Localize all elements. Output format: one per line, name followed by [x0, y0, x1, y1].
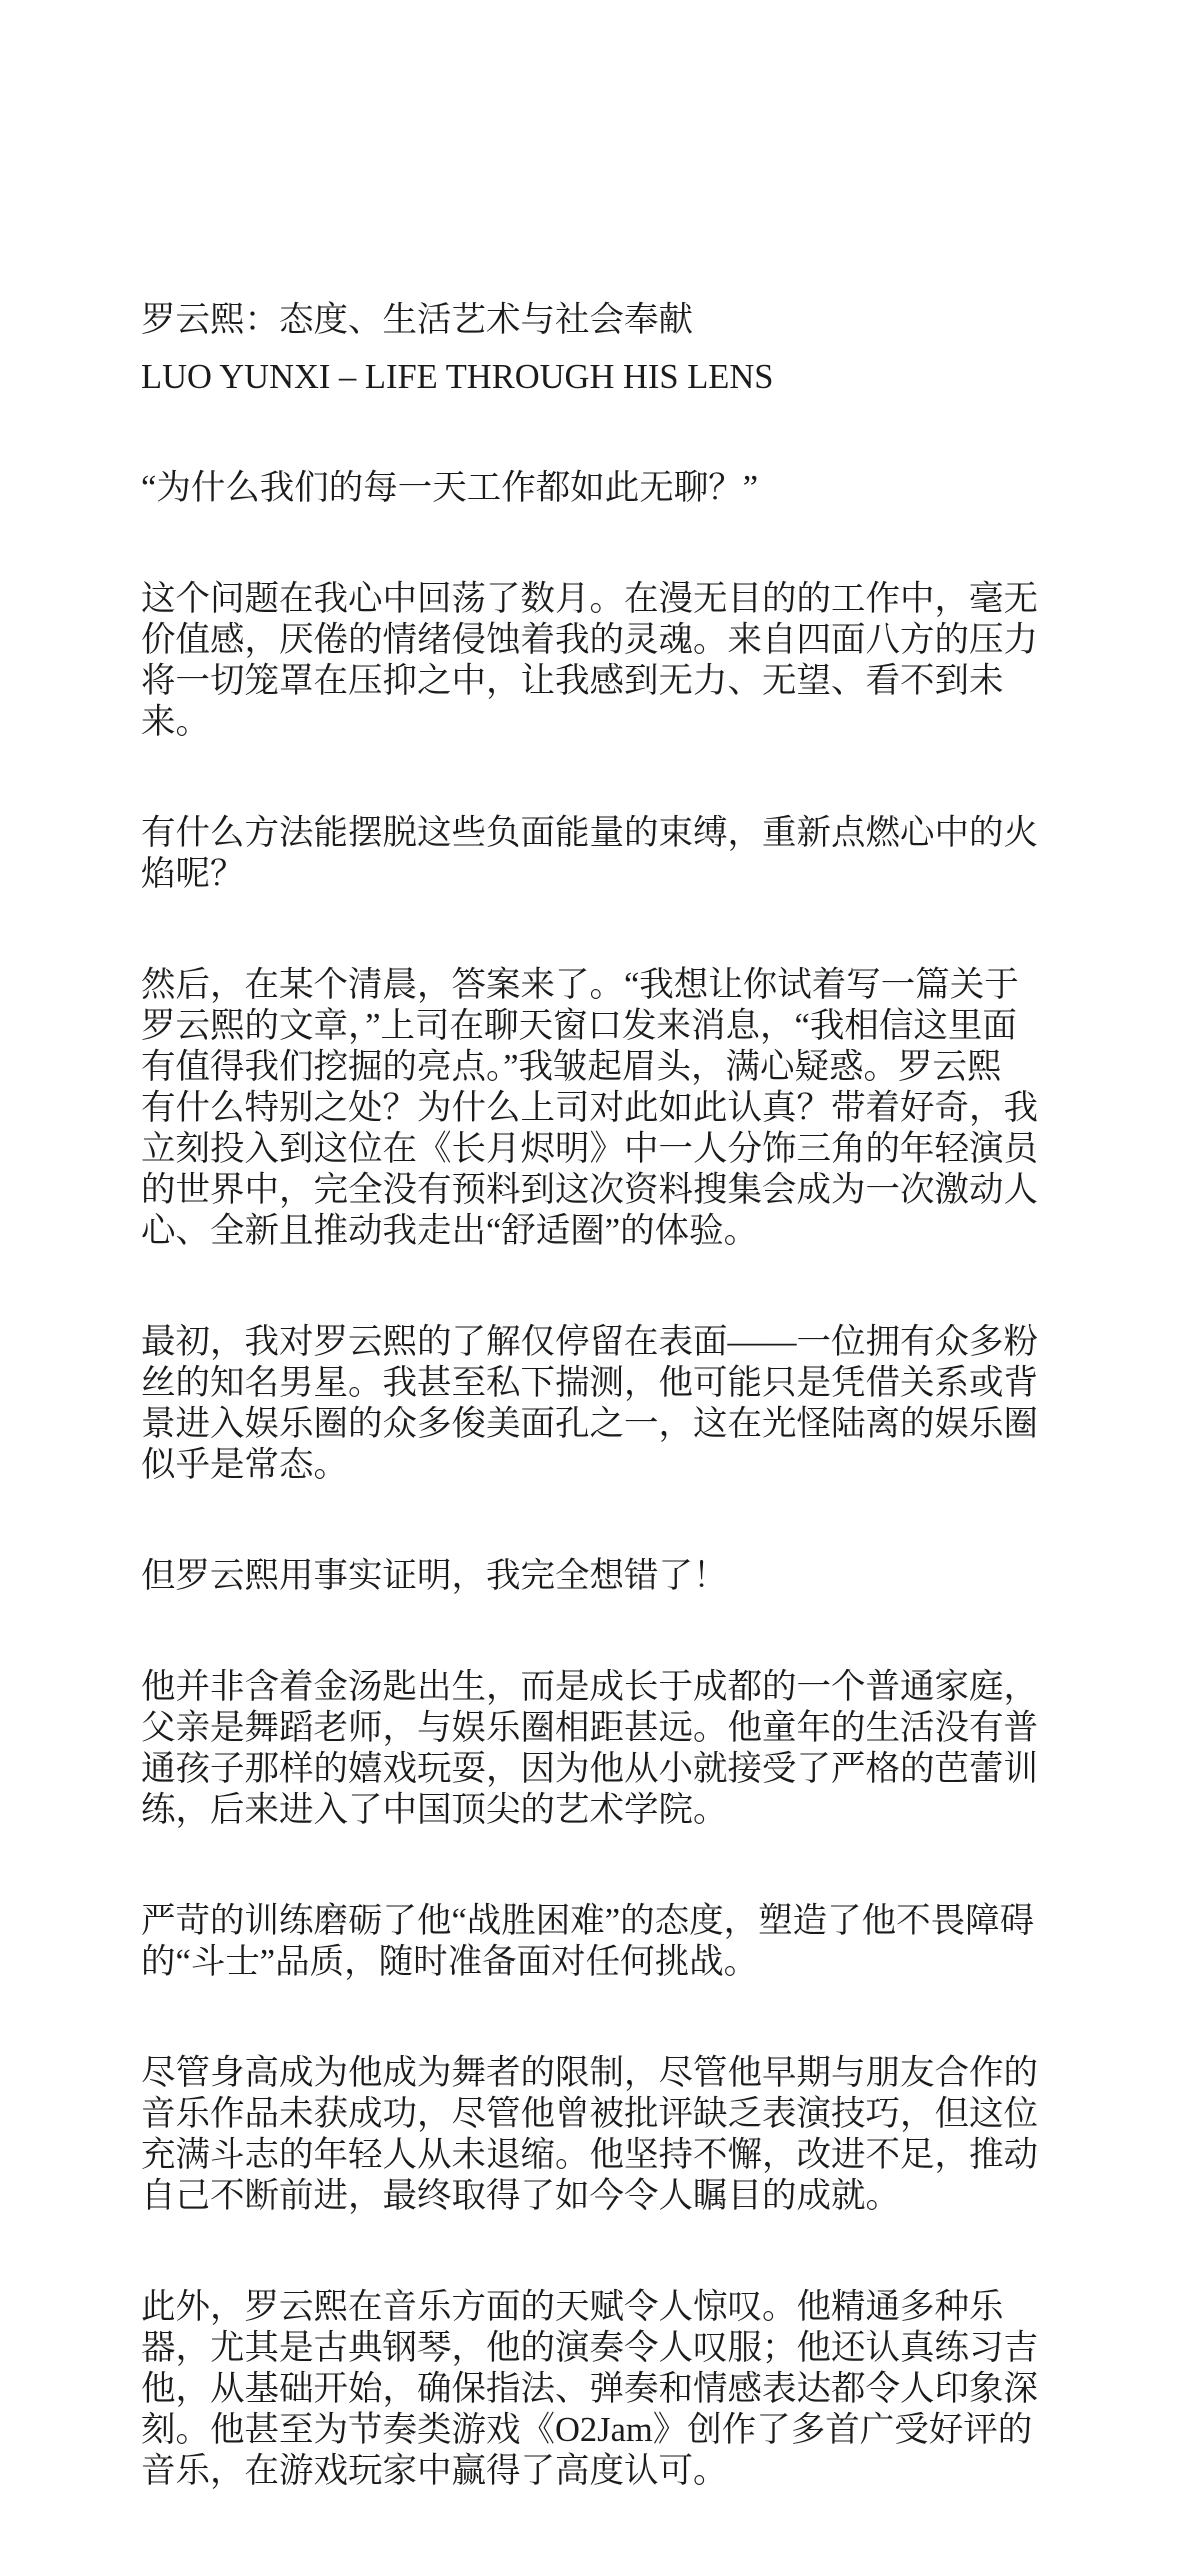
paragraph-8 [141, 2053, 1041, 2217]
article-body [141, 300, 1041, 2492]
paragraph-line: 有值得我们挖掘的亮点。”我皱起眉头，满心疑惑。罗云熙 [141, 1048, 1002, 1086]
paragraph-line: 自己不断前进，最终取得了如今令人瞩目的成就。 [141, 2177, 900, 2215]
paragraph-line: 此外，罗云熙在音乐方面的天赋令人惊叹。他精通多种乐 [141, 2288, 1004, 2326]
paragraph-line: 器，尤其是古典钢琴，他的演奏令人叹服；他还认真练习吉 [141, 2329, 1038, 2367]
paragraph-5 [141, 1556, 1041, 1597]
paragraph-line: 心、全新且推动我走出“舒适圈”的体验。 [141, 1212, 759, 1250]
paragraph-line: 有什么特别之处？为什么上司对此如此认真？带着好奇，我 [141, 1089, 1038, 1127]
paragraph-9 [141, 2287, 1041, 2492]
paragraph-line: 但罗云熙用事实证明，我完全想错了！ [141, 1557, 728, 1595]
paragraph-line: 罗云熙的文章，”上司在聊天窗口发来消息，“我相信这里面 [141, 1007, 1017, 1045]
paragraph-line: 他，从基础开始，确保指法、弹奏和情感表达都令人印象深 [141, 2370, 1038, 2408]
paragraph-line: 景进入娱乐圈的众多俊美面孔之一，这在光怪陆离的娱乐圈 [141, 1405, 1038, 1443]
paragraph-6 [141, 1667, 1041, 1831]
opening-question [141, 468, 1041, 509]
paragraph-line: 他并非含着金汤匙出生，而是成长于成都的一个普通家庭， [141, 1668, 1038, 1706]
paragraph-line: 最初，我对罗云熙的了解仅停留在表面——一位拥有众多粉 [141, 1323, 1038, 1361]
paragraph-line: 将一切笼罩在压抑之中，让我感到无力、无望、看不到未 [141, 662, 1004, 700]
paragraph-line: 练，后来进入了中国顶尖的艺术学院。 [141, 1791, 728, 1829]
paragraph-line: 焰呢？ [141, 855, 245, 893]
paragraph-line: 严苛的训练磨砺了他“战胜困难”的态度，塑造了他不畏障碍 [141, 1902, 1035, 1940]
paragraph-line: 音乐作品未获成功，尽管他曾被批评缺乏表演技巧，但这位 [141, 2095, 1038, 2133]
paragraph-line: 有什么方法能摆脱这些负面能量的束缚，重新点燃心中的火 [141, 814, 1038, 852]
paragraph-line: 音乐，在游戏玩家中赢得了高度认可。 [141, 2452, 728, 2490]
paragraph-7 [141, 1901, 1041, 1983]
paragraph-line: 来。 [141, 703, 210, 741]
paragraph-line: 然后，在某个清晨，答案来了。“我想让你试着写一篇关于 [141, 966, 1019, 1004]
paragraph-4 [141, 1322, 1041, 1486]
paragraph-line: 的世界中，完全没有预料到这次资料搜集会成为一次激动人 [141, 1171, 1038, 1209]
paragraph-line: 丝的知名男星。我甚至私下揣测，他可能只是凭借关系或背 [141, 1364, 1038, 1402]
paragraph-line: 立刻投入到这位在《长月烬明》中一人分饰三角的年轻演员 [141, 1130, 1038, 1168]
paragraph-line: 刻。他甚至为节奏类游戏《O2Jam》创作了多首广受好评的 [141, 2411, 1033, 2449]
paragraph-line: 尽管身高成为他成为舞者的限制，尽管他早期与朋友合作的 [141, 2054, 1038, 2092]
paragraph-3 [141, 965, 1041, 1252]
paragraph-line: “为什么我们的每一天工作都如此无聊？” [141, 469, 759, 507]
paragraph-1 [141, 579, 1041, 743]
paragraph-2 [141, 813, 1041, 895]
paragraph-line: 通孩子那样的嬉戏玩耍，因为他从小就接受了严格的芭蕾训 [141, 1750, 1038, 1788]
paragraph-line: 的“斗士”品质，随时准备面对任何挑战。 [141, 1943, 759, 1981]
article-title: 罗云熙：态度、生活艺术与社会奉献 [141, 301, 693, 339]
paragraph-line: 充满斗志的年轻人从未退缩。他坚持不懈，改进不足，推动 [141, 2136, 1038, 2174]
article-subtitle: LUO YUNXI – LIFE THROUGH HIS LENS [141, 358, 774, 396]
paragraph-line: 似乎是常态。 [141, 1446, 348, 1484]
paragraph-line: 这个问题在我心中回荡了数月。在漫无目的的工作中，毫无 [141, 580, 1038, 618]
paragraph-line: 父亲是舞蹈老师，与娱乐圈相距甚远。他童年的生活没有普 [141, 1709, 1038, 1747]
paragraph-line: 价值感，厌倦的情绪侵蚀着我的灵魂。来自四面八方的压力 [141, 621, 1038, 659]
